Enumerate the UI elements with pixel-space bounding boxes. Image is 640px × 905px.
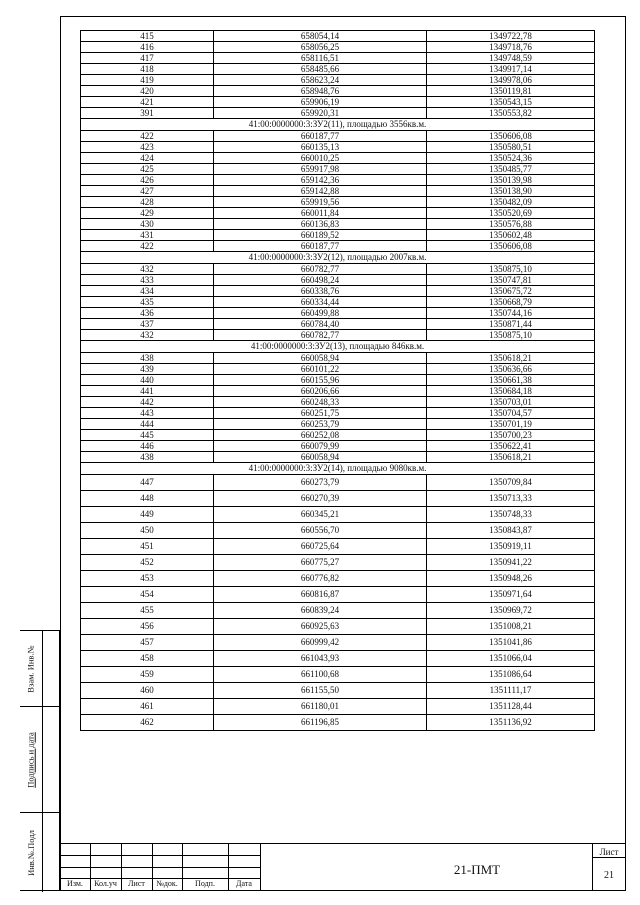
point-number-cell: 435	[81, 297, 214, 308]
x-coordinate-cell: 660011,84	[214, 208, 427, 219]
x-coordinate-cell: 660058,94	[214, 452, 427, 463]
stamp-podpis-label: Подпись и дата	[26, 732, 37, 788]
table-row	[81, 275, 595, 286]
x-coordinate-cell: 660187,77	[214, 241, 427, 252]
table-row	[81, 375, 595, 386]
x-coordinate-cell: 660206,66	[214, 386, 427, 397]
section-header-row	[81, 463, 595, 475]
section-header-row	[81, 119, 595, 131]
point-number-cell: 431	[81, 230, 214, 241]
section-title: 41:00:0000000:3:ЗУ2(12), площадью 2007кв.м.	[81, 252, 595, 264]
section-title: 41:00:0000000:3:ЗУ2(11), площадью 3556кв.м.	[81, 119, 595, 131]
x-coordinate-cell: 658485,66	[214, 64, 427, 75]
table-row	[81, 219, 595, 230]
section-title: 41:00:0000000:3:ЗУ2(13), площадью 846кв.м.	[81, 341, 595, 353]
x-coordinate-cell: 660251,75	[214, 408, 427, 419]
point-number-cell: 447	[81, 475, 214, 491]
point-number-cell: 450	[81, 523, 214, 539]
x-coordinate-cell: 660925,63	[214, 619, 427, 635]
x-coordinate-cell: 658116,51	[214, 53, 427, 64]
y-coordinate-cell: 1350875,10	[427, 264, 595, 275]
x-coordinate-cell: 660253,79	[214, 419, 427, 430]
y-coordinate-cell: 1350875,10	[427, 330, 595, 341]
x-coordinate-cell: 660135,13	[214, 142, 427, 153]
table-row	[81, 31, 595, 42]
table-row	[81, 715, 595, 731]
point-number-cell: 452	[81, 555, 214, 571]
point-number-cell: 422	[81, 131, 214, 142]
table-row	[81, 364, 595, 375]
x-coordinate-cell: 660345,21	[214, 507, 427, 523]
point-number-cell: 451	[81, 539, 214, 555]
y-coordinate-cell: 1351111,17	[427, 683, 595, 699]
x-coordinate-cell: 660784,40	[214, 319, 427, 330]
y-coordinate-cell: 1350576,88	[427, 219, 595, 230]
point-number-cell: 446	[81, 441, 214, 452]
y-coordinate-cell: 1350704,57	[427, 408, 595, 419]
x-coordinate-cell: 660187,77	[214, 131, 427, 142]
point-number-cell: 445	[81, 430, 214, 441]
point-number-cell: 436	[81, 308, 214, 319]
table-row	[81, 97, 595, 108]
x-coordinate-cell: 658056,25	[214, 42, 427, 53]
x-coordinate-cell: 660775,27	[214, 555, 427, 571]
x-coordinate-cell: 658948,76	[214, 86, 427, 97]
table-row	[81, 264, 595, 275]
y-coordinate-cell: 1350700,23	[427, 430, 595, 441]
point-number-cell: 417	[81, 53, 214, 64]
table-row	[81, 683, 595, 699]
section-header-row	[81, 341, 595, 353]
x-coordinate-cell: 660334,44	[214, 297, 427, 308]
y-coordinate-cell: 1350843,87	[427, 523, 595, 539]
table-row	[81, 419, 595, 430]
point-number-cell: 443	[81, 408, 214, 419]
table-row	[81, 571, 595, 587]
point-number-cell: 444	[81, 419, 214, 430]
y-coordinate-cell: 1350618,21	[427, 452, 595, 463]
y-coordinate-cell: 1350744,16	[427, 308, 595, 319]
y-coordinate-cell: 1350580,51	[427, 142, 595, 153]
x-coordinate-cell: 660782,77	[214, 264, 427, 275]
y-coordinate-cell: 1350602,48	[427, 230, 595, 241]
x-coordinate-cell: 660338,76	[214, 286, 427, 297]
point-number-cell: 391	[81, 108, 214, 119]
table-row	[81, 164, 595, 175]
section-title: 41:00:0000000:3:ЗУ2(14), площадью 9080кв.м.	[81, 463, 595, 475]
point-number-cell: 432	[81, 330, 214, 341]
table-row	[81, 452, 595, 463]
table-row	[81, 297, 595, 308]
point-number-cell: 424	[81, 153, 214, 164]
y-coordinate-cell: 1350119,81	[427, 86, 595, 97]
y-coordinate-cell: 1350138,90	[427, 186, 595, 197]
y-coordinate-cell: 1351086,64	[427, 667, 595, 683]
y-coordinate-cell: 1349718,76	[427, 42, 595, 53]
point-number-cell: 428	[81, 197, 214, 208]
table-row	[81, 330, 595, 341]
point-number-cell: 453	[81, 571, 214, 587]
x-coordinate-cell: 660273,79	[214, 475, 427, 491]
point-number-cell: 433	[81, 275, 214, 286]
point-number-cell: 422	[81, 241, 214, 252]
point-number-cell: 430	[81, 219, 214, 230]
table-row	[81, 153, 595, 164]
x-coordinate-cell: 660252,08	[214, 430, 427, 441]
y-coordinate-cell: 1350701,19	[427, 419, 595, 430]
table-row	[81, 319, 595, 330]
x-coordinate-cell: 661180,01	[214, 699, 427, 715]
table-row	[81, 64, 595, 75]
x-coordinate-cell: 660270,39	[214, 491, 427, 507]
table-row	[81, 397, 595, 408]
table-row	[81, 131, 595, 142]
x-coordinate-cell: 659919,56	[214, 197, 427, 208]
point-number-cell: 441	[81, 386, 214, 397]
point-number-cell: 460	[81, 683, 214, 699]
table-row	[81, 186, 595, 197]
table-row	[81, 507, 595, 523]
y-coordinate-cell: 1350675,72	[427, 286, 595, 297]
x-coordinate-cell: 661196,85	[214, 715, 427, 731]
x-coordinate-cell: 659920,31	[214, 108, 427, 119]
y-coordinate-cell: 1350524,36	[427, 153, 595, 164]
section-header-row	[81, 252, 595, 264]
x-coordinate-cell: 659917,98	[214, 164, 427, 175]
point-number-cell: 459	[81, 667, 214, 683]
point-number-cell: 442	[81, 397, 214, 408]
table-row	[81, 635, 595, 651]
title-header-podp: Подп.	[195, 879, 215, 888]
y-coordinate-cell: 1350971,64	[427, 587, 595, 603]
coordinates-table	[80, 30, 595, 731]
table-row	[81, 42, 595, 53]
table-row	[81, 175, 595, 186]
x-coordinate-cell: 660079,99	[214, 441, 427, 452]
stamp-cell-vzam	[20, 630, 60, 706]
x-coordinate-cell: 660499,88	[214, 308, 427, 319]
point-number-cell: 420	[81, 86, 214, 97]
table-row	[81, 441, 595, 452]
point-number-cell: 448	[81, 491, 214, 507]
point-number-cell: 458	[81, 651, 214, 667]
y-coordinate-cell: 1349917,14	[427, 64, 595, 75]
y-coordinate-cell: 1350941,22	[427, 555, 595, 571]
x-coordinate-cell: 661100,68	[214, 667, 427, 683]
y-coordinate-cell: 1349748,59	[427, 53, 595, 64]
y-coordinate-cell: 1350703,01	[427, 397, 595, 408]
sheet-number: 21	[604, 870, 614, 881]
title-header-list: Лист	[128, 879, 145, 888]
x-coordinate-cell: 660498,24	[214, 275, 427, 286]
table-row	[81, 108, 595, 119]
table-row	[81, 603, 595, 619]
table-row	[81, 286, 595, 297]
table-row	[81, 142, 595, 153]
title-header-izm: Изм.	[67, 879, 83, 888]
point-number-cell: 449	[81, 507, 214, 523]
x-coordinate-cell: 660155,96	[214, 375, 427, 386]
stamp-vzam-label: Взам. Инв.№	[26, 645, 36, 693]
y-coordinate-cell: 1350948,26	[427, 571, 595, 587]
x-coordinate-cell: 660556,70	[214, 523, 427, 539]
y-coordinate-cell: 1349978,06	[427, 75, 595, 86]
x-coordinate-cell: 661155,50	[214, 683, 427, 699]
x-coordinate-cell: 660776,82	[214, 571, 427, 587]
x-coordinate-cell: 659142,36	[214, 175, 427, 186]
table-row	[81, 619, 595, 635]
sheet-label: Лист	[599, 847, 619, 857]
y-coordinate-cell: 1350748,33	[427, 507, 595, 523]
table-row	[81, 475, 595, 491]
table-row	[81, 430, 595, 441]
x-coordinate-cell: 660058,94	[214, 353, 427, 364]
x-coordinate-cell: 660725,64	[214, 539, 427, 555]
y-coordinate-cell: 1351066,04	[427, 651, 595, 667]
y-coordinate-cell: 1351136,92	[427, 715, 595, 731]
title-header-kolych: Кол.уч	[94, 879, 117, 888]
table-row	[81, 523, 595, 539]
title-header-data: Дата	[236, 879, 252, 888]
table-row	[81, 353, 595, 364]
document-code: 21-ПМТ	[453, 862, 501, 877]
y-coordinate-cell: 1350622,41	[427, 441, 595, 452]
y-coordinate-cell: 1349722,78	[427, 31, 595, 42]
table-row	[81, 651, 595, 667]
y-coordinate-cell: 1350713,33	[427, 491, 595, 507]
table-row	[81, 408, 595, 419]
point-number-cell: 455	[81, 603, 214, 619]
point-number-cell: 434	[81, 286, 214, 297]
point-number-cell: 425	[81, 164, 214, 175]
y-coordinate-cell: 1350684,18	[427, 386, 595, 397]
x-coordinate-cell: 660101,22	[214, 364, 427, 375]
x-coordinate-cell: 660248,33	[214, 397, 427, 408]
title-block	[60, 843, 626, 891]
y-coordinate-cell: 1350520,69	[427, 208, 595, 219]
y-coordinate-cell: 1350485,77	[427, 164, 595, 175]
y-coordinate-cell: 1350919,11	[427, 539, 595, 555]
y-coordinate-cell: 1350482,09	[427, 197, 595, 208]
y-coordinate-cell: 1350553,82	[427, 108, 595, 119]
title-header-ndok: №док.	[156, 879, 178, 888]
y-coordinate-cell: 1350636,66	[427, 364, 595, 375]
y-coordinate-cell: 1350709,84	[427, 475, 595, 491]
y-coordinate-cell: 1350543,15	[427, 97, 595, 108]
point-number-cell: 423	[81, 142, 214, 153]
y-coordinate-cell: 1350139,98	[427, 175, 595, 186]
x-coordinate-cell: 660999,42	[214, 635, 427, 651]
table-row	[81, 197, 595, 208]
point-number-cell: 454	[81, 587, 214, 603]
point-number-cell: 462	[81, 715, 214, 731]
point-number-cell: 439	[81, 364, 214, 375]
y-coordinate-cell: 1350871,44	[427, 319, 595, 330]
y-coordinate-cell: 1350606,08	[427, 131, 595, 142]
point-number-cell: 456	[81, 619, 214, 635]
y-coordinate-cell: 1350606,08	[427, 241, 595, 252]
point-number-cell: 429	[81, 208, 214, 219]
point-number-cell: 437	[81, 319, 214, 330]
table-row	[81, 208, 595, 219]
table-row	[81, 386, 595, 397]
y-coordinate-cell: 1350668,79	[427, 297, 595, 308]
x-coordinate-cell: 660839,24	[214, 603, 427, 619]
point-number-cell: 426	[81, 175, 214, 186]
x-coordinate-cell: 659142,88	[214, 186, 427, 197]
table-row	[81, 491, 595, 507]
x-coordinate-cell: 660782,77	[214, 330, 427, 341]
x-coordinate-cell: 660010,25	[214, 153, 427, 164]
y-coordinate-cell: 1351128,44	[427, 699, 595, 715]
table-row	[81, 75, 595, 86]
y-coordinate-cell: 1350747,81	[427, 275, 595, 286]
x-coordinate-cell: 658623,24	[214, 75, 427, 86]
point-number-cell: 457	[81, 635, 214, 651]
coordinates-table-container	[80, 30, 594, 731]
point-number-cell: 432	[81, 264, 214, 275]
point-number-cell: 419	[81, 75, 214, 86]
table-row	[81, 667, 595, 683]
table-row	[81, 241, 595, 252]
stamp-inv-label: Инв.№.Подл	[26, 829, 36, 876]
y-coordinate-cell: 1351041,86	[427, 635, 595, 651]
table-row	[81, 86, 595, 97]
x-coordinate-cell: 660816,87	[214, 587, 427, 603]
point-number-cell: 438	[81, 452, 214, 463]
y-coordinate-cell: 1351008,21	[427, 619, 595, 635]
table-row	[81, 587, 595, 603]
point-number-cell: 418	[81, 64, 214, 75]
point-number-cell: 415	[81, 31, 214, 42]
y-coordinate-cell: 1350661,38	[427, 375, 595, 386]
x-coordinate-cell: 658054,14	[214, 31, 427, 42]
table-row	[81, 539, 595, 555]
x-coordinate-cell: 661043,93	[214, 651, 427, 667]
table-row	[81, 555, 595, 571]
stamp-cell-inv	[20, 812, 60, 891]
table-row	[81, 308, 595, 319]
point-number-cell: 461	[81, 699, 214, 715]
x-coordinate-cell: 659906,19	[214, 97, 427, 108]
table-row	[81, 53, 595, 64]
x-coordinate-cell: 660136,83	[214, 219, 427, 230]
point-number-cell: 416	[81, 42, 214, 53]
point-number-cell: 427	[81, 186, 214, 197]
table-row	[81, 699, 595, 715]
point-number-cell: 421	[81, 97, 214, 108]
point-number-cell: 438	[81, 353, 214, 364]
y-coordinate-cell: 1350618,21	[427, 353, 595, 364]
point-number-cell: 440	[81, 375, 214, 386]
stamp-cell-podpis	[20, 706, 60, 812]
x-coordinate-cell: 660189,52	[214, 230, 427, 241]
table-row	[81, 230, 595, 241]
y-coordinate-cell: 1350969,72	[427, 603, 595, 619]
side-stamp	[20, 630, 60, 890]
